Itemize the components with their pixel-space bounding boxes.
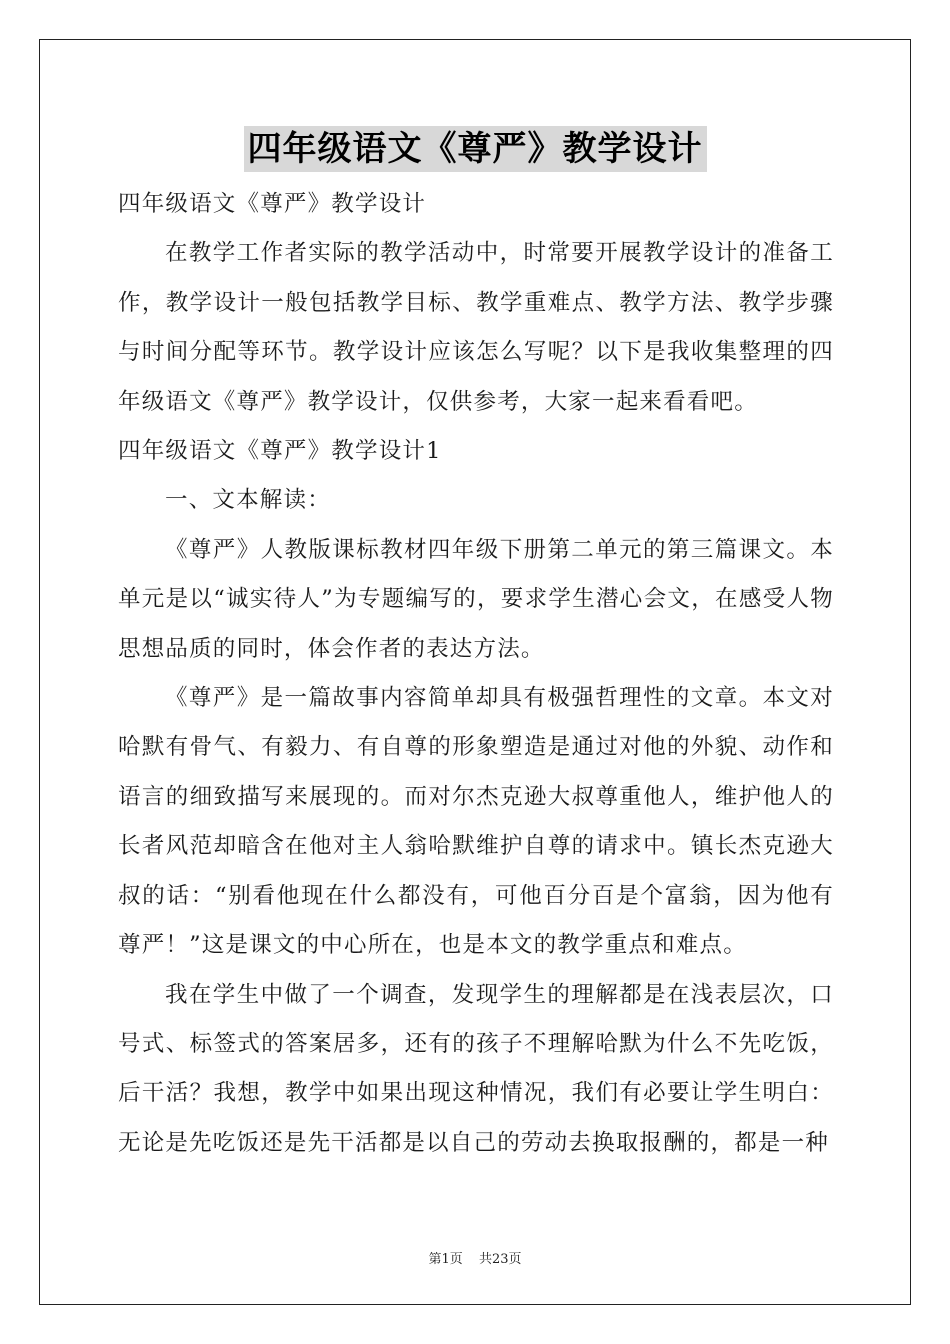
paragraph-section-heading: 四年级语文《尊严》教学设计1	[118, 438, 442, 465]
paragraph-body-3: 我在学生中做了一个调查，发现学生的理解都是在浅表层次，口号式、标签式的答案居多，还有的孩子不理解哈默为什么不先吃饭，后干活？我想，教学中如果出现这种情况，我们有必要让学生明白：无论是先吃饭还是先干活都是以自己的劳动去换取报酬的，都是一种	[118, 981, 834, 1156]
paragraph-subheading: 一、文本解读：	[165, 487, 331, 514]
document-body	[118, 180, 834, 1168]
page-footer	[0, 1248, 950, 1267]
paragraph-intro: 在教学工作者实际的教学活动中，时常要开展教学设计的准备工作，教学设计一般包括教学目标、教学重难点、教学方法、教学步骤与时间分配等环节。教学设计应该怎么写呢？以下是我收集整理的四年级语文《尊严》教学设计，仅供参考，大家一起来看看吧。	[118, 240, 834, 415]
paragraph-subtitle: 四年级语文《尊严》教学设计	[118, 191, 427, 217]
paragraph-body-1: 《尊严》人教版课标教材四年级下册第二单元的第三篇课文。本单元是以“诚实待人”为专题编写的，要求学生潜心会文，在感受人物思想品质的同时，体会作者的表达方法。	[118, 536, 834, 662]
page-total: 共23页	[478, 1252, 522, 1267]
paragraph-body-2: 《尊严》是一篇故事内容简单却具有极强哲理性的文章。本文对哈默有骨气、有毅力、有自尊的形象塑造是通过对他的外貌、动作和语言的细致描写来展现的。而对尔杰克逊大叔尊重他人，维护他人的长者风范却暗含在他对主人翁哈默维护自尊的请求中。镇长杰克逊大叔的话：“别看他现在什么都没有，可他百分百是个富翁，因为他有尊严！”这是课文的中心所在，也是本文的教学重点和难点。	[118, 685, 834, 959]
page-number: 第1页	[428, 1252, 463, 1267]
document-title: 四年级语文《尊严》教学设计	[244, 126, 707, 172]
title-area	[0, 126, 950, 172]
